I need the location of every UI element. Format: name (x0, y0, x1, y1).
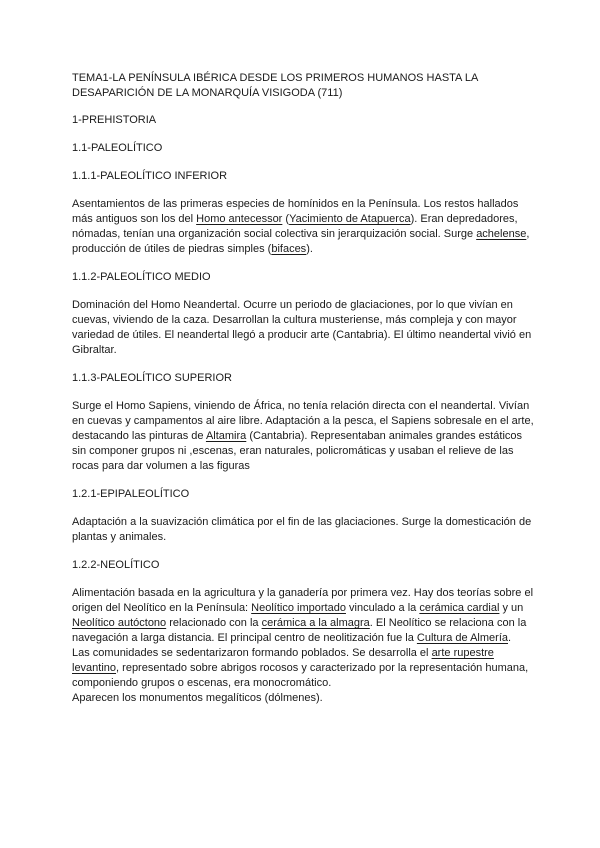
neolitico-block-1 (72, 586, 534, 646)
heading-epipaleolitico: 1.2.1-EPIPALEOLÍTICO (72, 488, 190, 500)
link-achelense: achelense (476, 228, 527, 240)
heading-paleolitico-inferior: 1.1.1-PALEOLÍTICO INFERIOR (72, 170, 228, 182)
link-arte-rupestre-levantino: arte rupestre levantino (72, 647, 494, 674)
paragraph-neolitico (72, 586, 534, 706)
link-cultura-almeria: Cultura de Almería (416, 632, 508, 644)
link-ceramica-cardial: cerámica cardial (419, 602, 500, 614)
link-bifaces: bifaces (271, 243, 307, 255)
title-line-1: TEMA1-LA PENÍNSULA IBÉRICA DESDE LOS PRIMEROS HUMANOS HASTA LA (72, 72, 479, 84)
text: , producción de útiles de piedras simples ( (72, 228, 530, 255)
paragraph-epipaleolitico: Adaptación a la suavización climática por el fin de las glaciaciones. Surge la domesticación de plantas y animales. (72, 516, 532, 543)
text: Las comunidades se sedentarizaron formando poblados. Se desarrolla el (72, 647, 432, 659)
link-altamira: Altamira (205, 430, 247, 442)
text: y un (499, 602, 524, 614)
link-homo-antecessor: Homo antecessor (196, 213, 283, 225)
heading-paleolitico-superior: 1.1.3-PALEOLÍTICO SUPERIOR (72, 372, 232, 384)
text: ). Eran depredadores, nómadas, tenían una organización social colectiva sin jerarquización social. Surge (72, 213, 518, 240)
link-neolitico-importado: Neolítico importado (251, 602, 346, 614)
paragraph-paleolitico-superior (72, 399, 534, 474)
link-yacimiento-atapuerca: Yacimiento de Atapuerca (289, 213, 411, 225)
paragraph-paleolitico-medio: Dominación del Homo Neandertal. Ocurre un periodo de glaciaciones, por lo que vivían en cuevas, viviendo de la caza. Desarrollan la cultura musteriense, más compleja y con mayor variedad de útiles. El neandertal llegó a producir arte (Cantabria). El último neandertal vivió en Gibraltar. (72, 299, 532, 356)
text: ). (306, 243, 313, 255)
text: . (508, 632, 512, 644)
text: Alimentación basada en la agricultura y la ganadería por primera vez. Hay dos teorías sobre el origen del Neolítico en la Península: (72, 587, 534, 614)
text: Asentamientos de las primeras especies de homínidos en la Península. Los restos hallados más antiguos son los del (72, 198, 519, 225)
neolitico-block-2 (72, 646, 534, 691)
heading-paleolitico: 1.1-PALEOLÍTICO (72, 142, 163, 154)
link-ceramica-almagra: cerámica a la almagra (261, 617, 370, 629)
link-neolitico-autoctono: Neolítico autóctono (72, 617, 167, 629)
text: (Cantabria). Representaban animales grandes estáticos sin componer grupos ni ,escenas, eran naturales, policromáticas y usaban el relieve de las rocas para dar volumen a las figuras (72, 430, 523, 472)
text: , representado sobre abrigos rocosos y caracterizado por la representación humana, componiendo grupos o escenas, era monocromático. (72, 662, 529, 689)
heading-paleolitico-medio: 1.1.2-PALEOLÍTICO MEDIO (72, 271, 211, 283)
text: ( (282, 213, 290, 225)
document-title (72, 71, 534, 101)
heading-prehistoria: 1-PREHISTORIA (72, 114, 157, 126)
text: vinculado a la (345, 602, 420, 614)
document-page (72, 71, 534, 706)
text: . El Neolítico se relaciona con la navegación a larga distancia. El principal centro de neolitización fue la (72, 617, 527, 644)
title-line-2: DESAPARICIÓN DE LA MONARQUÍA VISIGODA (711) (72, 87, 343, 99)
neolitico-block-3: Aparecen los monumentos megalíticos (dólmenes). (72, 692, 323, 704)
text: relacionado con la (166, 617, 262, 629)
text: Surge el Homo Sapiens, viniendo de África, no tenía relación directa con el neandertal. Vivían en cuevas y campamentos al aire libre. Adaptación a la pesca, el Sapiens sobresale en el arte, destacando las pinturas de (72, 400, 534, 442)
heading-neolitico: 1.2.2-NEOLÍTICO (72, 559, 160, 571)
paragraph-paleolitico-inferior (72, 197, 534, 257)
